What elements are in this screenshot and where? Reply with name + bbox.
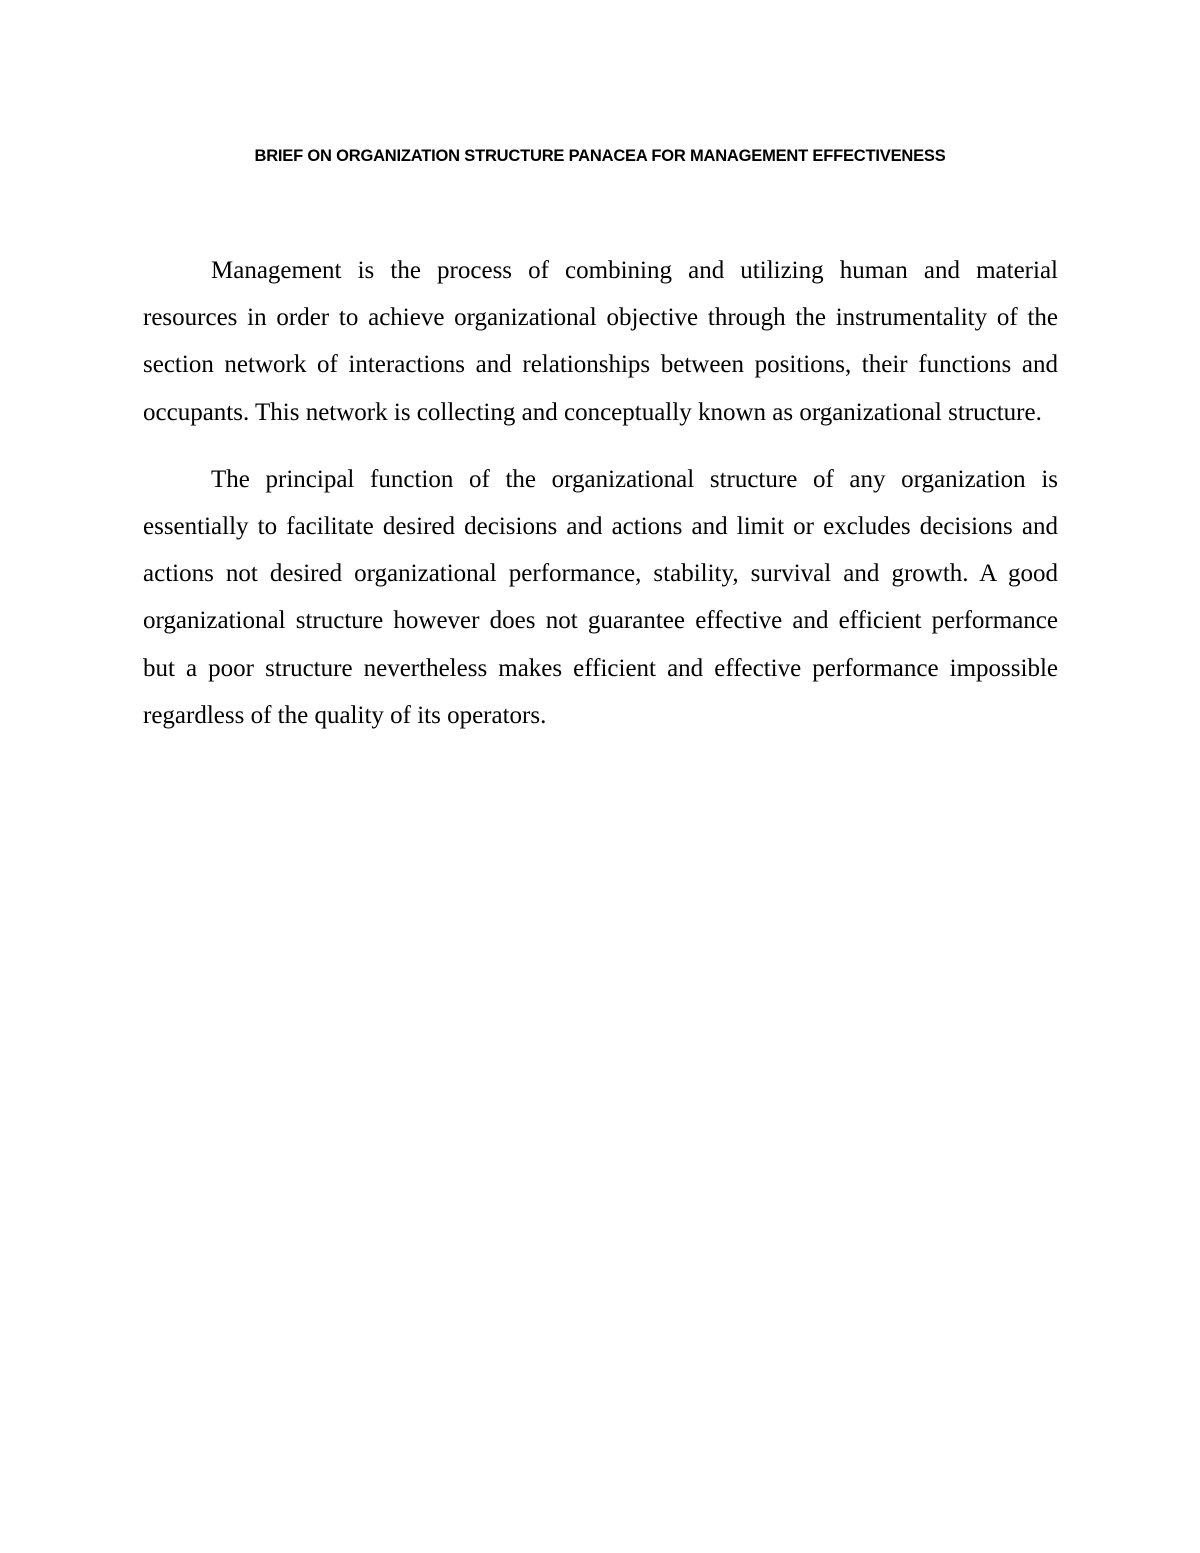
paragraph-2: The principal function of the organizational structure of any organization is essentially to facilitate desired decisions and actions and limit or excludes decisions and actions not desired organizational performance, stability, survival and growth. A good organizational structure however does not guarantee effective and efficient performance but a poor structure nevertheless makes efficient and effective performance impossible regardless of the quality of its operators. bbox=[143, 465, 1058, 729]
document-title: BRIEF ON ORGANIZATION STRUCTURE PANACEA FOR MANAGEMENT EFFECTIVENESS bbox=[254, 147, 946, 165]
paragraph-1: Management is the process of combining and utilizing human and material resources in order to achieve organizational objective through the instrumentality of the section network of interactions and relationships between positions, their functions and occupants. This network is collecting and conceptually known as organizational structure. bbox=[143, 257, 1058, 426]
document-body bbox=[143, 247, 1058, 739]
